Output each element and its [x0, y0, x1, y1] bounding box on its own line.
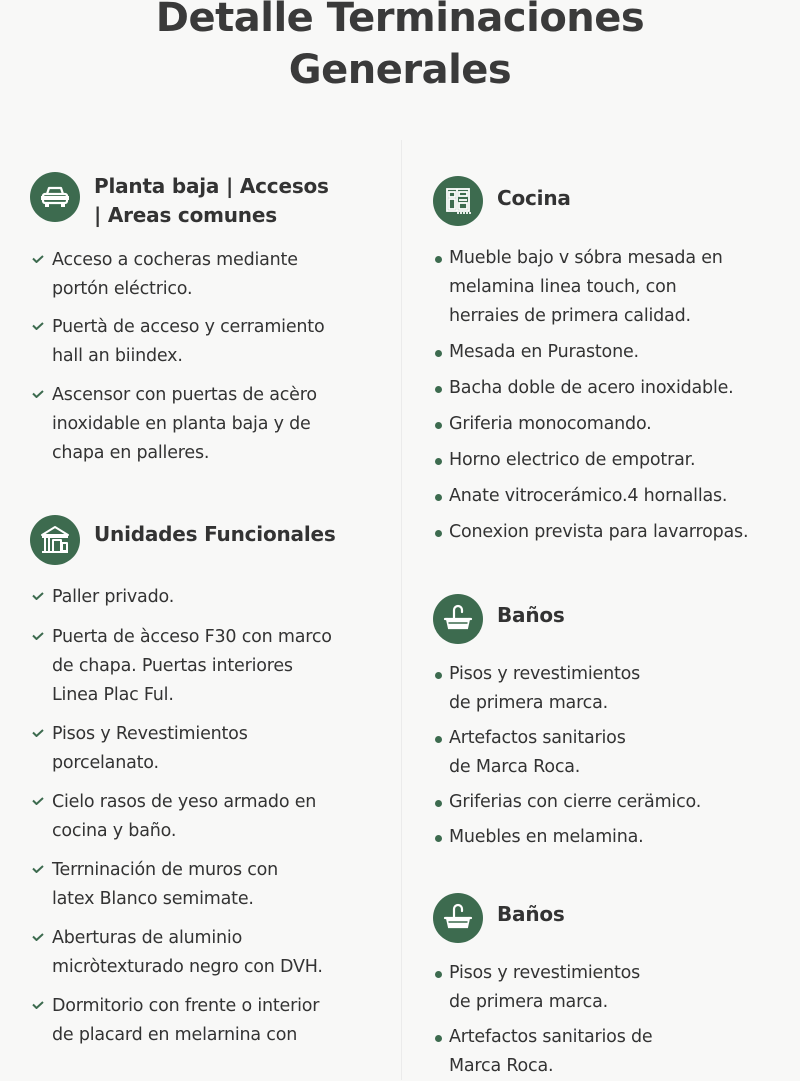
check-icon — [32, 933, 44, 941]
section-header — [433, 176, 798, 226]
item-list — [433, 244, 798, 547]
section-cocina — [433, 176, 798, 547]
bullet-icon — [435, 458, 442, 465]
check-icon — [32, 255, 44, 263]
page-title — [0, 0, 800, 96]
item-list — [30, 583, 400, 1050]
list-item: Pisos y revestimientos de primera marca. — [433, 959, 798, 1017]
car-icon — [30, 172, 80, 222]
list-item: Artefactos sanitarios de Marca Roca. — [433, 1023, 798, 1081]
bullet-icon — [435, 736, 442, 743]
list-item: Acceso a cocheras mediante portón eléctrico. — [30, 246, 390, 304]
section-title: Baños — [497, 902, 565, 926]
section-title: Cocina — [497, 186, 571, 210]
item-list — [30, 246, 390, 468]
page-title-line2: Generales — [288, 47, 512, 93]
list-item: Bacha doble de acero inoxidable. — [433, 374, 798, 403]
section-banos-2 — [433, 893, 798, 1081]
item-list — [433, 959, 798, 1081]
section-header — [433, 893, 798, 943]
bullet-icon — [435, 530, 442, 537]
list-item: Mesada en Purastone. — [433, 338, 798, 367]
bullet-icon — [435, 800, 442, 807]
list-item: Terrninación de muros con latex Blanco semimate. — [30, 856, 400, 914]
list-item: Griferia monocomando. — [433, 410, 798, 439]
bullet-icon — [435, 971, 442, 978]
check-icon — [32, 865, 44, 873]
bullet-icon — [435, 672, 442, 679]
building-icon — [30, 515, 80, 565]
check-icon — [32, 592, 44, 600]
list-item: Puerta de àcceso F30 con marco de chapa. Puertas interiores Linea Plac Ful. — [30, 623, 400, 710]
list-item: Conexion prevista para lavarropas. — [433, 518, 798, 547]
list-item: Horno electrico de empotrar. — [433, 446, 798, 475]
bullet-icon — [435, 422, 442, 429]
check-icon — [32, 322, 44, 330]
section-header — [433, 594, 798, 644]
bullet-icon — [435, 494, 442, 501]
bathtub-faucet-icon — [433, 594, 483, 644]
bullet-icon — [435, 1035, 442, 1042]
bathtub-faucet-icon — [433, 893, 483, 943]
check-icon — [32, 729, 44, 737]
section-planta-baja — [30, 172, 390, 468]
list-item: Pisos y Revestimientos porcelanato. — [30, 720, 400, 778]
section-header — [30, 172, 390, 230]
list-item: Anate vitrocerámico.4 hornallas. — [433, 482, 798, 511]
section-title: Planta baja | Accesos | Areas comunes — [94, 174, 329, 227]
column-divider — [401, 140, 402, 1080]
list-item: Cielo rasos de yeso armado en cocina y baño. — [30, 788, 400, 846]
section-unidades-funcionales — [30, 515, 400, 1050]
bullet-icon — [435, 350, 442, 357]
list-item: Griferias con cierre cerämico. — [433, 788, 798, 817]
list-item: Artefactos sanitarios de Marca Roca. — [433, 724, 798, 782]
bullet-icon — [435, 386, 442, 393]
list-item: Muebles en melamina. — [433, 823, 798, 852]
list-item: Pisos y revestimientos de primera marca. — [433, 660, 798, 718]
list-item: Aberturas de aluminio micròtexturado negro con DVH. — [30, 924, 400, 982]
section-title: Unidades Funcionales — [94, 522, 336, 546]
section-banos — [433, 594, 798, 852]
list-item: Dormitorio con frente o interior de placard en melarnina con — [30, 992, 400, 1050]
check-icon — [32, 1001, 44, 1009]
list-item: Ascensor con puertas de acèro inoxidable en planta baja y de chapa en palleres. — [30, 381, 390, 468]
list-item: Puertà de acceso y cerramiento hall an biindex. — [30, 313, 390, 371]
section-title: Baños — [497, 603, 565, 627]
check-icon — [32, 632, 44, 640]
check-icon — [32, 797, 44, 805]
check-icon — [32, 390, 44, 398]
section-header — [30, 515, 400, 565]
item-list — [433, 660, 798, 852]
list-item: Paller privado. — [30, 583, 400, 612]
bullet-icon — [435, 256, 442, 263]
list-item: Mueble bajo v sóbra mesada en melamina linea touch, con herraies de primera calidad. — [433, 244, 798, 331]
kitchen-cabinet-icon — [433, 176, 483, 226]
page-title-line1: Detalle Terminaciones — [155, 0, 645, 41]
bullet-icon — [435, 835, 442, 842]
